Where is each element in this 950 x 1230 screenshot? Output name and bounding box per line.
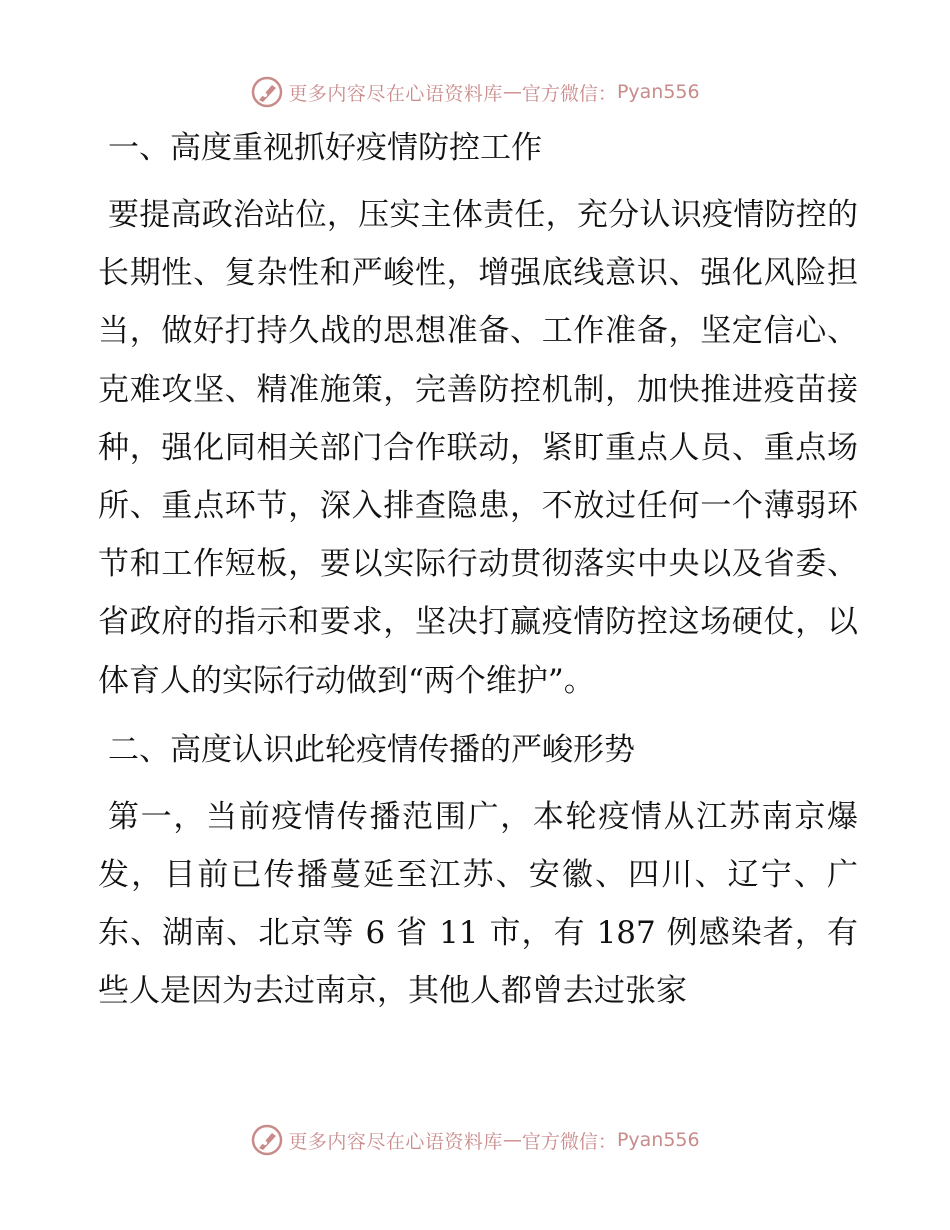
banner-dash: — — [502, 1129, 522, 1151]
pen-circle-logo-icon — [250, 1123, 284, 1157]
pen-circle-logo-icon — [250, 75, 284, 109]
banner-wechat-label: 官方微信： — [521, 1130, 617, 1153]
banner-dash: — — [502, 81, 522, 103]
banner-wechat-id: Pyan556 — [616, 81, 700, 103]
banner-main-text: 更多内容尽在心语资料库 — [288, 1130, 503, 1153]
banner-wechat-id: Pyan556 — [616, 1129, 700, 1151]
banner-main-text: 更多内容尽在心语资料库 — [288, 82, 503, 105]
footer-watermark-banner — [0, 1120, 950, 1160]
header-watermark-banner — [0, 72, 950, 112]
section-paragraph-2: 第一，当前疫情传播范围广，本轮疫情从江苏南京爆发，目前已传播蔓延至江苏、安徽、四川、辽宁、广东、湖南、北京等 6 省 11 市，有 187 例感染者，有些人是因为去过南京，其他人都曾去过张家 — [98, 798, 858, 1010]
section-paragraph-1: 要提高政治站位，压实主体责任，充分认识疫情防控的长期性、复杂性和严峻性，增强底线意识、强化风险担当，做好打持久战的思想准备、工作准备，坚定信心、克难攻坚、精准施策，完善防控机制，加快推进疫苗接种，强化同相关部门合作联动，紧盯重点人员、重点场所、重点环节，深入排查隐患，不放过任何一个薄弱环节和工作短板，要以实际行动贯彻落实中央以及省委、省政府的指示和要求，坚决打赢疫情防控这场硬仗，以体育人的实际行动做到“两个维护”。 — [98, 197, 858, 699]
document-body — [98, 120, 858, 1021]
section-heading-1: 一、高度重视抓好疫情防控工作 — [108, 130, 542, 166]
banner-wechat-label: 官方微信： — [521, 82, 617, 105]
section-heading-2: 二、高度认识此轮疫情传播的严峻形势 — [108, 731, 635, 768]
